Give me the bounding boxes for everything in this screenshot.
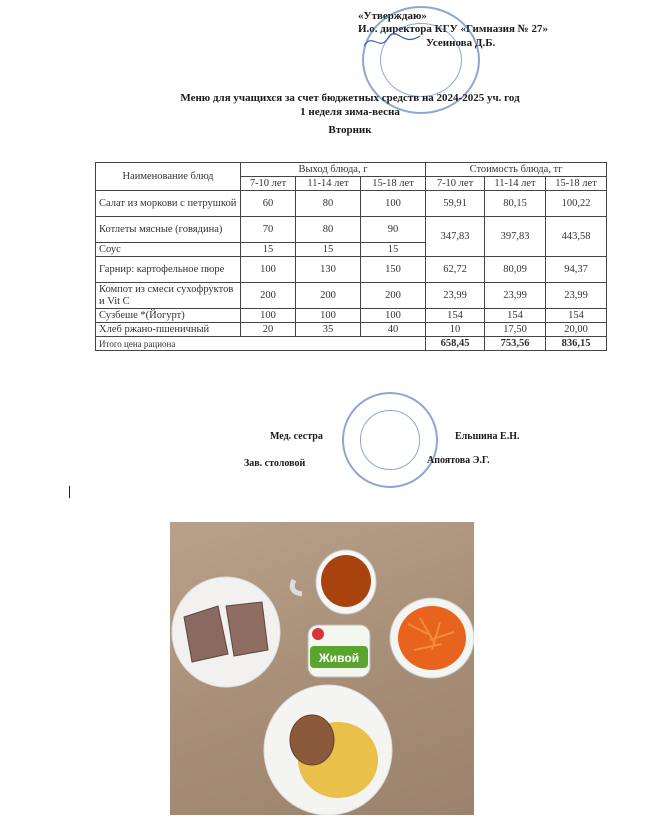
dish-name: Салат из моркови с петрушкой [96, 191, 241, 217]
col-name-header: Наименование блюд [96, 163, 241, 191]
yogurt-label: Живой [318, 651, 360, 665]
tea-icon [321, 555, 371, 607]
table-row [96, 309, 607, 323]
dish-name: Гарнир: картофельное пюре [96, 257, 241, 283]
menu-day: Вторник [328, 124, 372, 136]
director-position: И.о. директора КГУ «Гимназия № 27» [358, 23, 548, 35]
cost-cell: 154 [426, 309, 485, 323]
output-cell: 90 [361, 217, 426, 243]
nurse-role: Мед. сестра [270, 431, 323, 442]
cost-cell: 17,50 [485, 323, 546, 337]
age-header: 7-10 лет [426, 177, 485, 191]
total-cell: 753,56 [485, 337, 546, 351]
cost-cell: 23,99 [546, 283, 607, 309]
age-header: 11-14 лет [485, 177, 546, 191]
output-cell: 100 [361, 191, 426, 217]
dish-name: Котлеты мясные (говядина) [96, 217, 241, 243]
director-name: Усеинова Д.Б. [426, 37, 496, 49]
menu-week: 1 неделя зима-весна [300, 106, 400, 118]
cost-cell: 62,72 [426, 257, 485, 283]
table-row [96, 217, 607, 243]
cost-cell: 80,15 [485, 191, 546, 217]
table-row [96, 257, 607, 283]
output-cell: 15 [296, 243, 361, 257]
cost-cell: 100,22 [546, 191, 607, 217]
nurse-name: Ельшина Е.Н. [455, 431, 520, 442]
meal-photo [170, 522, 474, 815]
output-cell: 100 [241, 309, 296, 323]
cost-cell: 443,58 [546, 217, 607, 257]
table-row [96, 323, 607, 337]
total-cell: 658,45 [426, 337, 485, 351]
output-cell: 150 [361, 257, 426, 283]
cost-cell: 94,37 [546, 257, 607, 283]
total-row [96, 337, 607, 351]
cost-cell: 10 [426, 323, 485, 337]
cost-cell: 23,99 [485, 283, 546, 309]
cost-cell: 347,83 [426, 217, 485, 257]
output-cell: 200 [296, 283, 361, 309]
cost-cell: 20,00 [546, 323, 607, 337]
cost-cell: 80,09 [485, 257, 546, 283]
output-cell: 80 [296, 217, 361, 243]
cost-cell: 23,99 [426, 283, 485, 309]
output-cell: 15 [361, 243, 426, 257]
table-row [96, 191, 607, 217]
age-header: 11-14 лет [296, 177, 361, 191]
output-cell: 80 [296, 191, 361, 217]
output-cell: 60 [241, 191, 296, 217]
age-header: 15-18 лет [546, 177, 607, 191]
col-cost-header: Стоимость блюда, тг [426, 163, 607, 177]
dish-name: Соус [96, 243, 241, 257]
age-header: 15-18 лет [361, 177, 426, 191]
cost-cell: 59,91 [426, 191, 485, 217]
output-cell: 40 [361, 323, 426, 337]
col-output-header: Выход блюда, г [241, 163, 426, 177]
output-cell: 130 [296, 257, 361, 283]
output-cell: 100 [361, 309, 426, 323]
dish-name: Хлеб ржано-пшеничный [96, 323, 241, 337]
canteen-name: Апоятова Э.Г. [427, 455, 490, 466]
cost-cell: 154 [485, 309, 546, 323]
meal-photo-drawing [170, 522, 474, 815]
total-cell: 836,15 [546, 337, 607, 351]
output-cell: 100 [296, 309, 361, 323]
total-label: Итого цена рациона [96, 337, 426, 351]
text-cursor [69, 486, 70, 498]
canteen-role: Зав. столовой [244, 458, 306, 469]
meat-slice-icon [226, 602, 268, 656]
menu-table [95, 162, 607, 351]
output-cell: 35 [296, 323, 361, 337]
output-cell: 70 [241, 217, 296, 243]
dish-name: Сузбеше *(Йогурт) [96, 309, 241, 323]
output-cell: 15 [241, 243, 296, 257]
cost-cell: 397,83 [485, 217, 546, 257]
canteen-stamp [342, 392, 438, 488]
approve-label: «Утверждаю» [358, 10, 427, 22]
output-cell: 200 [361, 283, 426, 309]
cost-cell: 154 [546, 309, 607, 323]
menu-title: Меню для учащихся за счет бюджетных средств на 2024-2025 уч. год [180, 92, 520, 104]
output-cell: 20 [241, 323, 296, 337]
age-header: 7-10 лет [241, 177, 296, 191]
output-cell: 200 [241, 283, 296, 309]
dish-name: Компот из смеси сухофруктов и Vit C [96, 283, 241, 309]
output-cell: 100 [241, 257, 296, 283]
table-row [96, 283, 607, 309]
cutlet-icon [290, 715, 334, 765]
